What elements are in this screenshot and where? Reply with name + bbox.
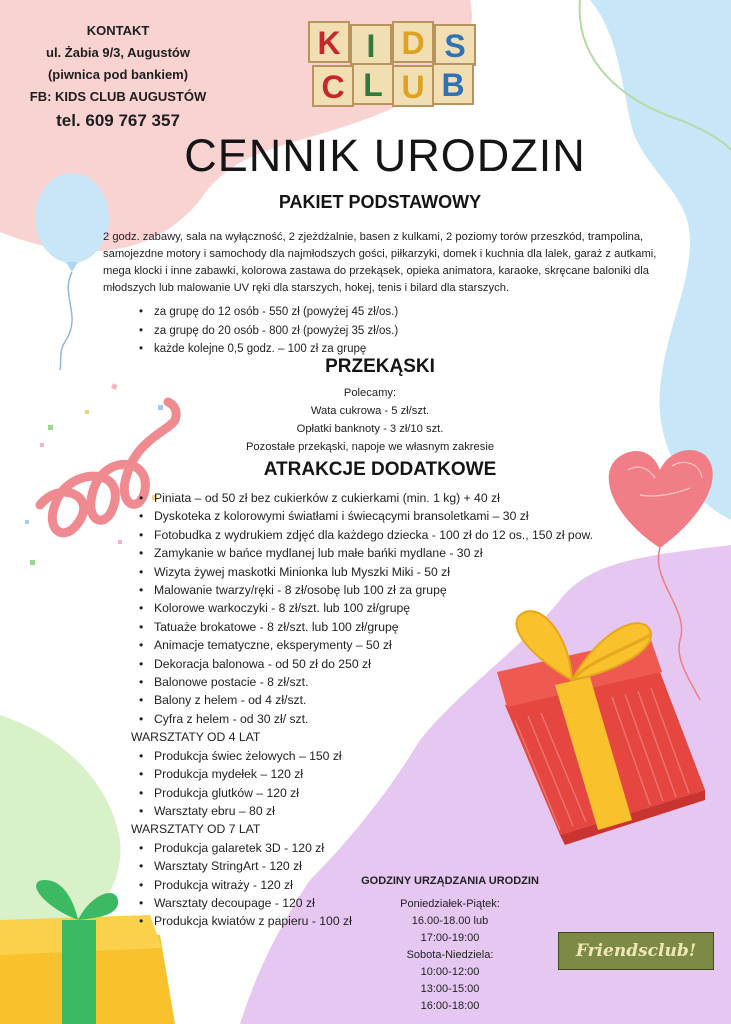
time-slot: 17:00-19:00 bbox=[420, 932, 480, 944]
list-item: • Produkcja świec żelowych – 150 zł bbox=[136, 747, 593, 765]
time-slot: 16:00-18:00 bbox=[420, 1000, 480, 1012]
list-item: • za grupę do 12 osób - 550 zł (powyżej 45 zł/os.) bbox=[136, 303, 398, 322]
snacks-heading: PRZEKĄSKI bbox=[325, 356, 435, 377]
list-item: • Warsztaty ebru – 80 zł bbox=[136, 802, 593, 820]
time-slot: 10:00-12:00 bbox=[420, 966, 480, 978]
logo-block-c bbox=[313, 66, 353, 106]
list-item: • Produkcja glutków – 120 zł bbox=[136, 784, 593, 802]
list-item: • Tatuaże brokatowe - 8 zł/szt. lub 100 zł/grupę bbox=[136, 618, 593, 636]
svg-text:D: D bbox=[401, 25, 425, 61]
hours-heading: GODZINY URZĄDZANIA URODZIN bbox=[361, 875, 539, 887]
extras-list bbox=[136, 489, 593, 728]
list-item: • Piniata – od 50 zł bez cukierków z cukierkami (min. 1 kg) + 40 zł bbox=[136, 489, 593, 507]
list-item: • Dekoracja balonowa - od 50 zł do 250 zł bbox=[136, 655, 593, 673]
logo-block-s bbox=[435, 25, 475, 65]
list-item: • Malowanie twarzy/ręki - 8 zł/osobę lub 100 zł za grupę bbox=[136, 581, 593, 599]
list-item: • Produkcja galaretek 3D - 120 zł bbox=[136, 839, 593, 857]
list-item: • Balony z helem - od 4 zł/szt. bbox=[136, 691, 593, 709]
workshops-7-heading: WARSZTATY OD 7 LAT bbox=[131, 822, 261, 837]
contact-heading: KONTAKT bbox=[86, 23, 150, 38]
extras-heading: ATRAKCJE DODATKOWE bbox=[263, 459, 497, 480]
list-item: • Kolorowe warkoczyki - 8 zł/szt. lub 100 zł/grupę bbox=[136, 599, 593, 617]
time-slot: 16.00-18.00 lub bbox=[411, 915, 489, 927]
logo-block-k bbox=[309, 22, 349, 62]
list-item: Pozostałe przekąski, napoje we własnym zakresie bbox=[245, 441, 495, 453]
time-slot: 13:00-15:00 bbox=[420, 983, 480, 995]
logo-block-l bbox=[353, 64, 393, 104]
list-item: • Wizyta żywej maskotki Minionka lub Myszki Miki - 50 zł bbox=[136, 563, 593, 581]
friendsclub-badge: Friendsclub! bbox=[558, 932, 714, 970]
snacks-intro: Polecamy: bbox=[343, 387, 397, 399]
svg-text:S: S bbox=[444, 28, 466, 64]
package-description: 2 godz. zabawy, sala na wyłączność, 2 zjeżdżalnie, basen z kulkami, 2 poziomy torów przeszkód, trampolina, samojezdne motory i samochody dla najmłodszych gości, piłkarzyki, domek i kuchnia dla lalek, garaż z autkami, mega klocki i inne zabawki, kolorowa zastawa do przekąsek, opieka animatora, karaoke, skręcane baloniki dla młodszych lub malowanie UV ręki dla starszych, hokej, tenis i bilard dla starszych. bbox=[103, 231, 657, 294]
workshops-4-list bbox=[136, 747, 593, 821]
list-item: • Fotobudka z wydrukiem zdjęć dla każdego dziecka - 100 zł do 12 os., 150 zł pow. bbox=[136, 526, 593, 544]
logo-block-i bbox=[351, 25, 391, 65]
weekend-label: Sobota-Niedziela: bbox=[406, 949, 494, 961]
logo-block-d bbox=[393, 22, 433, 62]
weekday-label: Poniedziałek-Piątek: bbox=[400, 898, 500, 910]
list-item: • Produkcja mydełek – 120 zł bbox=[136, 765, 593, 783]
page-title: CENNIK URODZIN bbox=[184, 130, 586, 181]
facebook-link[interactable]: FB: KIDS CLUB AUGUSTÓW bbox=[29, 89, 207, 104]
list-item: • Zamykanie w bańce mydlanej lub małe bańki mydlane - 30 zł bbox=[136, 544, 593, 562]
svg-text:L: L bbox=[363, 67, 383, 103]
opening-hours bbox=[345, 873, 555, 1015]
phone-number[interactable]: tel. 609 767 357 bbox=[56, 111, 180, 130]
list-item: • Dyskoteka z kolorowymi światłami i świecącymi bransoletkami – 30 zł bbox=[136, 507, 593, 525]
contact-block bbox=[18, 20, 218, 132]
list-item: • Cyfra z helem - od 30 zł/ szt. bbox=[136, 710, 593, 728]
list-item: • Animacje tematyczne, eksperymenty – 50 zł bbox=[136, 636, 593, 654]
package-price-list bbox=[136, 303, 398, 359]
list-item: • Warsztaty decoupage - 120 zł bbox=[136, 894, 593, 912]
list-item: • Produkcja kwiatów z papieru - 100 zł bbox=[136, 912, 593, 930]
workshops-4-heading: WARSZTATY OD 4 LAT bbox=[131, 730, 261, 745]
logo-block-u bbox=[393, 66, 433, 106]
balloon-icon bbox=[35, 173, 109, 370]
list-item: • Warsztaty StringArt - 120 zł bbox=[136, 857, 593, 875]
svg-text:C: C bbox=[321, 69, 345, 105]
svg-text:B: B bbox=[441, 67, 465, 103]
list-item: Wata cukrowa - 5 zł/szt. bbox=[310, 405, 430, 417]
logo-block-b bbox=[433, 64, 473, 104]
snacks-list bbox=[160, 384, 580, 456]
address-line-2: (piwnica pod bankiem) bbox=[47, 67, 189, 82]
list-item: • Produkcja witraży - 120 zł bbox=[136, 876, 593, 894]
address-line-1: ul. Żabia 9/3, Augustów bbox=[46, 45, 190, 60]
svg-text:K: K bbox=[317, 25, 341, 61]
svg-text:I: I bbox=[366, 28, 376, 64]
package-heading: PAKIET PODSTAWOWY bbox=[278, 192, 482, 212]
list-item: • Balonowe postacie - 8 zł/szt. bbox=[136, 673, 593, 691]
kids-club-logo bbox=[305, 18, 480, 110]
extras-section bbox=[131, 489, 593, 931]
list-item: • za grupę do 20 osób - 800 zł (powyżej 35 zł/os.) bbox=[136, 322, 398, 341]
list-item: • każde kolejne 0,5 godz. – 100 zł za grupę bbox=[136, 340, 398, 359]
svg-text:U: U bbox=[401, 69, 425, 105]
list-item: Opłatki banknoty - 3 zł/10 szt. bbox=[296, 423, 444, 435]
